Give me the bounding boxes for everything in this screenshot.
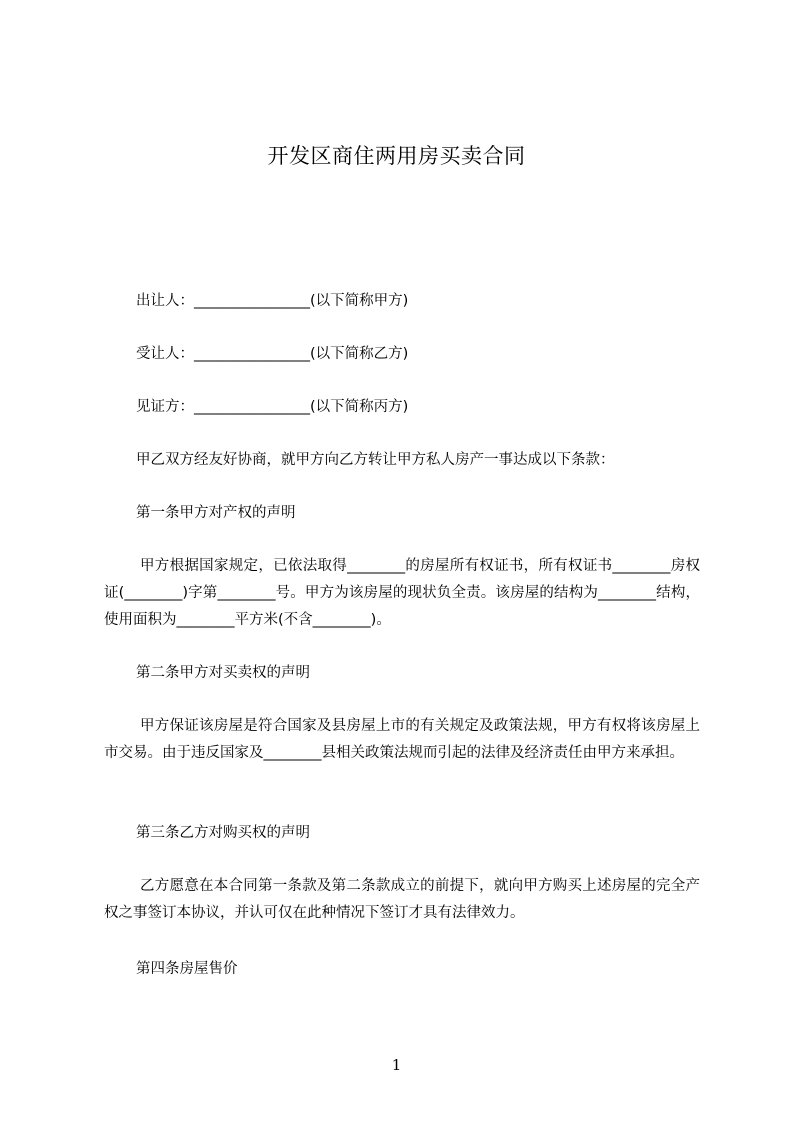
article-3-heading: 第三条乙方对购买权的声明 xyxy=(136,825,310,841)
page-number: 1 xyxy=(391,1056,402,1074)
article-2-heading: 第二条甲方对买卖权的声明 xyxy=(136,665,310,681)
article-2-body: 甲方保证该房屋是符合国家及县房屋上市的有关规定及政策法规，甲方有权将该房屋上市交易。由于违反国家及________县相关政策法规而引起的法律及经济责任由甲方来承担。 xyxy=(104,718,700,761)
party-transferee: 受让人：________________(以下简称乙方) xyxy=(136,346,409,362)
article-1-heading: 第一条甲方对产权的声明 xyxy=(136,505,296,521)
article-4-heading: 第四条房屋售价 xyxy=(136,961,238,977)
party-witness: 见证方：________________(以下简称丙方) xyxy=(136,399,409,415)
article-3-body: 乙方愿意在本合同第一条款及第二条款成立的前提下，就向甲方购买上述房屋的完全产权之事签订本协议，并认可仅在此种情况下签订才具有法律效力。 xyxy=(104,878,700,921)
party-transferor: 出让人：________________(以下简称甲方) xyxy=(136,293,409,309)
article-1-body: 甲方根据国家规定，已依法取得________的房屋所有权证书，所有权证书________房权证(________)字第________号。甲方为该房屋的现状负全责。该房屋的结构为________结构，使用面积为________平方米(不含________)。 xyxy=(104,558,700,628)
intro-paragraph: 甲乙双方经友好协商，就甲方向乙方转让甲方私人房产一事达成以下条款： xyxy=(136,452,615,468)
document-title: 开发区商住两用房买卖合同 xyxy=(267,144,526,168)
